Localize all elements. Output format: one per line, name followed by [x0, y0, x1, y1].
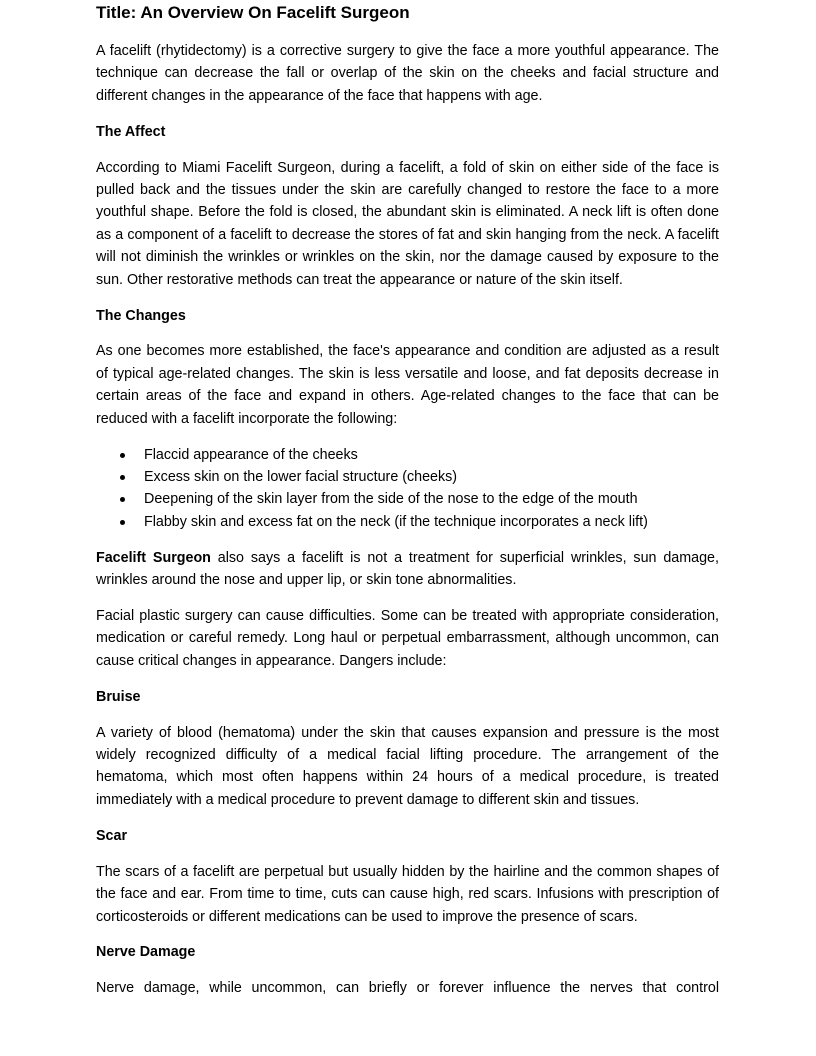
document-page	[96, 0, 719, 1000]
nerve-paragraph: Nerve damage, while uncommon, can briefly or forever influence the nerves that control	[96, 980, 719, 997]
age-changes-list	[96, 444, 719, 534]
dangers-paragraph: Facial plastic surgery can cause difficulties. Some can be treated with appropriate consideration, medication or careful remedy. Long haul or perpetual embarrassment, although uncommon, can cause critical changes in appearance. Dangers include:	[96, 608, 719, 669]
heading-the-changes: The Changes	[96, 307, 186, 324]
surgeon-paragraph	[96, 547, 719, 592]
scar-paragraph: The scars of a facelift are perpetual but usually hidden by the hairline and the common shapes of the face and ear. From time to time, cuts can cause high, red scars. Infusions with prescription of corticosteroids or different medications can be used to improve the presence of scars.	[96, 863, 719, 925]
surgeon-bold-text: Facelift Surgeon	[96, 549, 211, 566]
heading-nerve-damage: Nerve Damage	[96, 944, 196, 961]
list-item: Excess skin on the lower facial structure (cheeks)	[96, 466, 719, 488]
changes-paragraph: As one becomes more established, the face's appearance and condition are adjusted as a result of typical age-related changes. The skin is less versatile and loose, and fat deposits decrease in certain areas of the face and expand in others. Age-related changes to the face that can be reduced with a facelift incorporate the following:	[96, 343, 719, 427]
heading-scar: Scar	[96, 827, 128, 844]
list-item: Flaccid appearance of the cheeks	[96, 444, 719, 466]
heading-the-affect: The Affect	[96, 123, 166, 140]
surgeon-rest-text: also says a facelift is not a treatment for superficial wrinkles, sun damage, wrinkles around the nose and upper lip, or skin tone abnormalities.	[96, 549, 719, 589]
affect-paragraph: According to Miami Facelift Surgeon, during a facelift, a fold of skin on either side of the face is pulled back and the tissues under the skin are carefully changed to restore the face to a more youthful shape. Before the fold is closed, the abundant skin is eliminated. A neck lift is often done as a component of a facelift to decrease the stores of fat and skin hanging from the neck. A facelift will not diminish the wrinkles or wrinkles on the skin, nor the damage caused by exposure to the sun. Other restorative methods can treat the appearance or nature of the skin itself.	[96, 159, 719, 288]
bruise-paragraph: A variety of blood (hematoma) under the skin that causes expansion and pressure is the most widely recognized difficulty of a medical facial lifting procedure. The arrangement of the hematoma, which most often happens within 24 hours of a medical procedure, is treated immediately with a medical procedure to prevent damage to different skin and tissues.	[96, 724, 719, 808]
intro-paragraph: A facelift (rhytidectomy) is a corrective surgery to give the face a more youthful appearance. The technique can decrease the fall or overlap of the skin on the cheeks and facial structure and different changes in the appearance of the face that happens with age.	[96, 43, 719, 104]
heading-bruise: Bruise	[96, 688, 141, 705]
list-item: Deepening of the skin layer from the side of the nose to the edge of the mouth	[96, 488, 719, 510]
list-item: Flabby skin and excess fat on the neck (if the technique incorporates a neck lift)	[96, 511, 719, 533]
document-title: Title: An Overview On Facelift Surgeon	[96, 3, 410, 22]
